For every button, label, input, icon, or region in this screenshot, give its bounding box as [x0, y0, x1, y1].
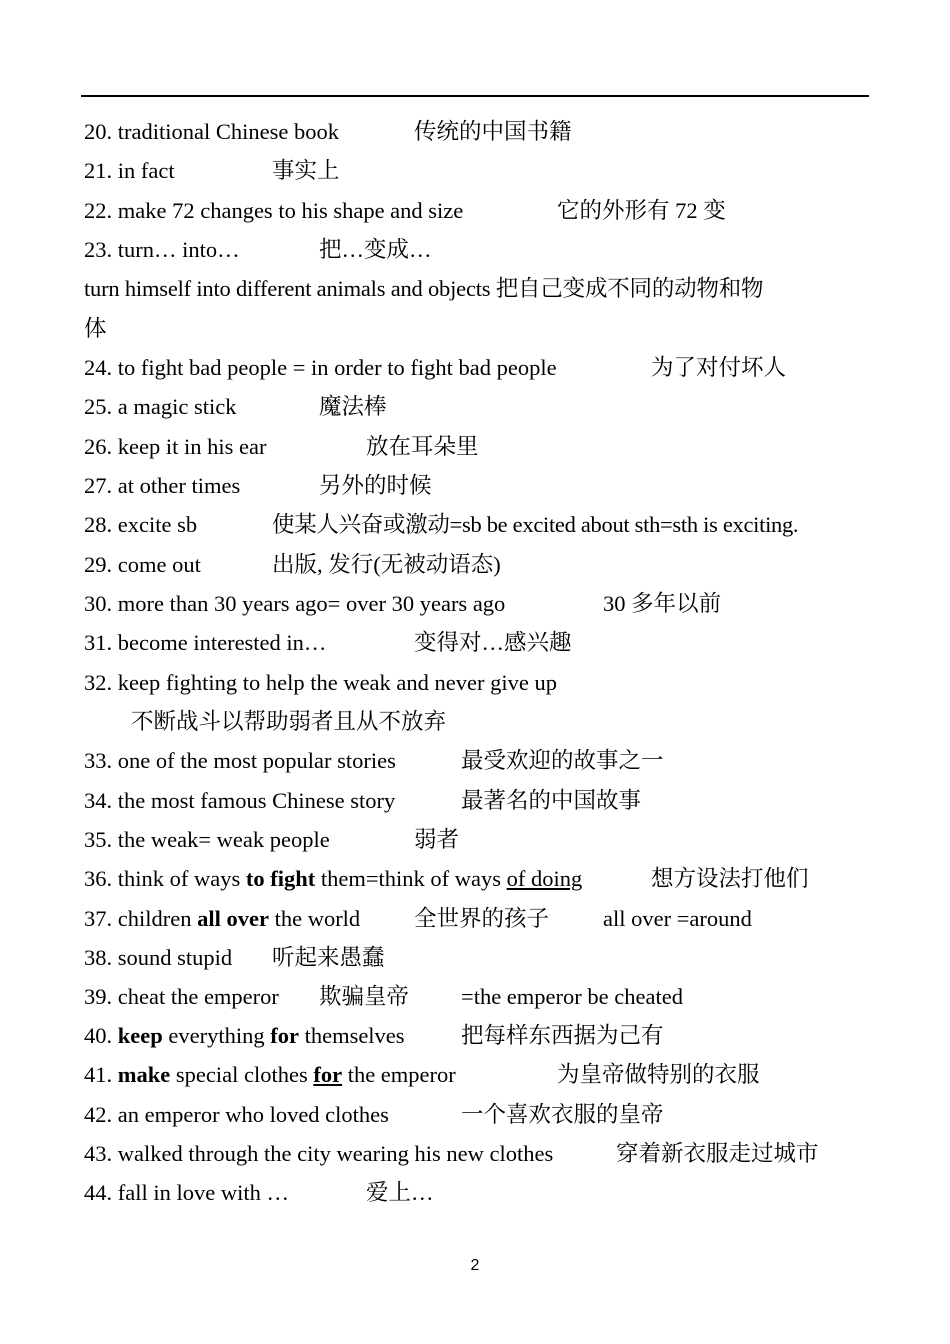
entry-35: 35. the weak= weak people — [84, 827, 330, 852]
entry-39-translation: 欺骗皇帝 — [319, 984, 410, 1009]
bold-phrase: all over — [197, 906, 269, 931]
entry-27-translation: 另外的时候 — [319, 473, 432, 498]
entry-40-translation: 把每样东西据为己有 — [461, 1023, 664, 1048]
entry-24-translation: 为了对付坏人 — [651, 355, 787, 380]
entry-33: 33. one of the most popular stories — [84, 748, 396, 773]
entry-33-translation: 最受欢迎的故事之一 — [461, 748, 664, 773]
bold-phrase: to fight — [245, 866, 316, 891]
entry-31-translation: 变得对…感兴趣 — [414, 630, 572, 655]
page-number: 2 — [470, 1257, 480, 1274]
entry-40: 40. keep everything for themselves — [84, 1023, 405, 1048]
entry-39-note: =the emperor be cheated — [461, 984, 683, 1009]
entry-20-translation: 传统的中国书籍 — [414, 119, 572, 144]
bold-word: make — [117, 1062, 171, 1087]
bold-word: for — [270, 1023, 299, 1048]
entry-21-translation: 事实上 — [272, 158, 340, 183]
entry-36-translation: 想方设法打他们 — [651, 866, 809, 891]
entry-28-translation: 使某人兴奋或激动=sb be excited about sth=sth is exciting. — [272, 512, 799, 537]
entry-38: 38. sound stupid — [84, 945, 233, 970]
entry-23-example: turn himself into different animals and objects 把自己变成不同的动物和物 — [84, 276, 764, 301]
entry-37-note: all over =around — [603, 906, 752, 931]
entry-27: 27. at other times — [84, 473, 241, 498]
entry-30: 30. more than 30 years ago= over 30 years ago — [84, 591, 506, 616]
entry-32: 32. keep fighting to help the weak and never give up — [84, 670, 557, 695]
entry-23-translation: 把…变成… — [319, 237, 432, 262]
entry-43-translation: 穿着新衣服走过城市 — [616, 1141, 819, 1166]
entry-29: 29. come out — [84, 552, 201, 577]
entry-20: 20. traditional Chinese book — [84, 119, 339, 144]
entry-29-translation: 出版, 发行(无被动语态) — [272, 552, 501, 577]
entry-22: 22. make 72 changes to his shape and size — [84, 198, 464, 223]
entry-25-translation: 魔法棒 — [319, 394, 387, 419]
entry-44-translation: 爱上… — [366, 1180, 434, 1205]
header-rule — [81, 95, 869, 97]
entry-38-translation: 听起来愚蠢 — [272, 945, 385, 970]
entry-41: 41. make special clothes for the emperor — [84, 1062, 456, 1087]
bold-word: keep — [117, 1023, 163, 1048]
entry-37: 37. children all over the world — [84, 906, 361, 931]
entry-32-translation: 不断战斗以帮助弱者且从不放弃 — [131, 709, 447, 734]
entry-30-translation: 30 多年以前 — [603, 591, 722, 616]
entry-26-translation: 放在耳朵里 — [366, 434, 479, 459]
entry-28: 28. excite sb — [84, 512, 198, 537]
entry-24: 24. to fight bad people = in order to fight bad people — [84, 355, 557, 380]
entry-37-translation: 全世界的孩子 — [414, 906, 550, 931]
entry-34-translation: 最著名的中国故事 — [461, 788, 642, 813]
entry-39: 39. cheat the emperor — [84, 984, 279, 1009]
bold-underlined-word: for — [313, 1062, 343, 1087]
entry-25: 25. a magic stick — [84, 394, 237, 419]
underlined-phrase: of doing — [506, 866, 583, 891]
entry-36: 36. think of ways to fight them=think of ways of doing — [84, 866, 583, 891]
entry-23-example-continued: 体 — [84, 316, 107, 341]
entry-31: 31. become interested in… — [84, 630, 327, 655]
entry-21: 21. in fact — [84, 158, 175, 183]
entry-42: 42. an emperor who loved clothes — [84, 1102, 389, 1127]
entry-44: 44. fall in love with … — [84, 1180, 289, 1205]
entry-34: 34. the most famous Chinese story — [84, 788, 396, 813]
entry-23: 23. turn… into… — [84, 237, 240, 262]
entry-43: 43. walked through the city wearing his new clothes — [84, 1141, 554, 1166]
entry-22-translation: 它的外形有 72 变 — [557, 198, 726, 223]
entry-26: 26. keep it in his ear — [84, 434, 267, 459]
entry-35-translation: 弱者 — [414, 827, 460, 852]
entry-41-translation: 为皇帝做特别的衣服 — [557, 1062, 760, 1087]
entry-42-translation: 一个喜欢衣服的皇帝 — [461, 1102, 664, 1127]
